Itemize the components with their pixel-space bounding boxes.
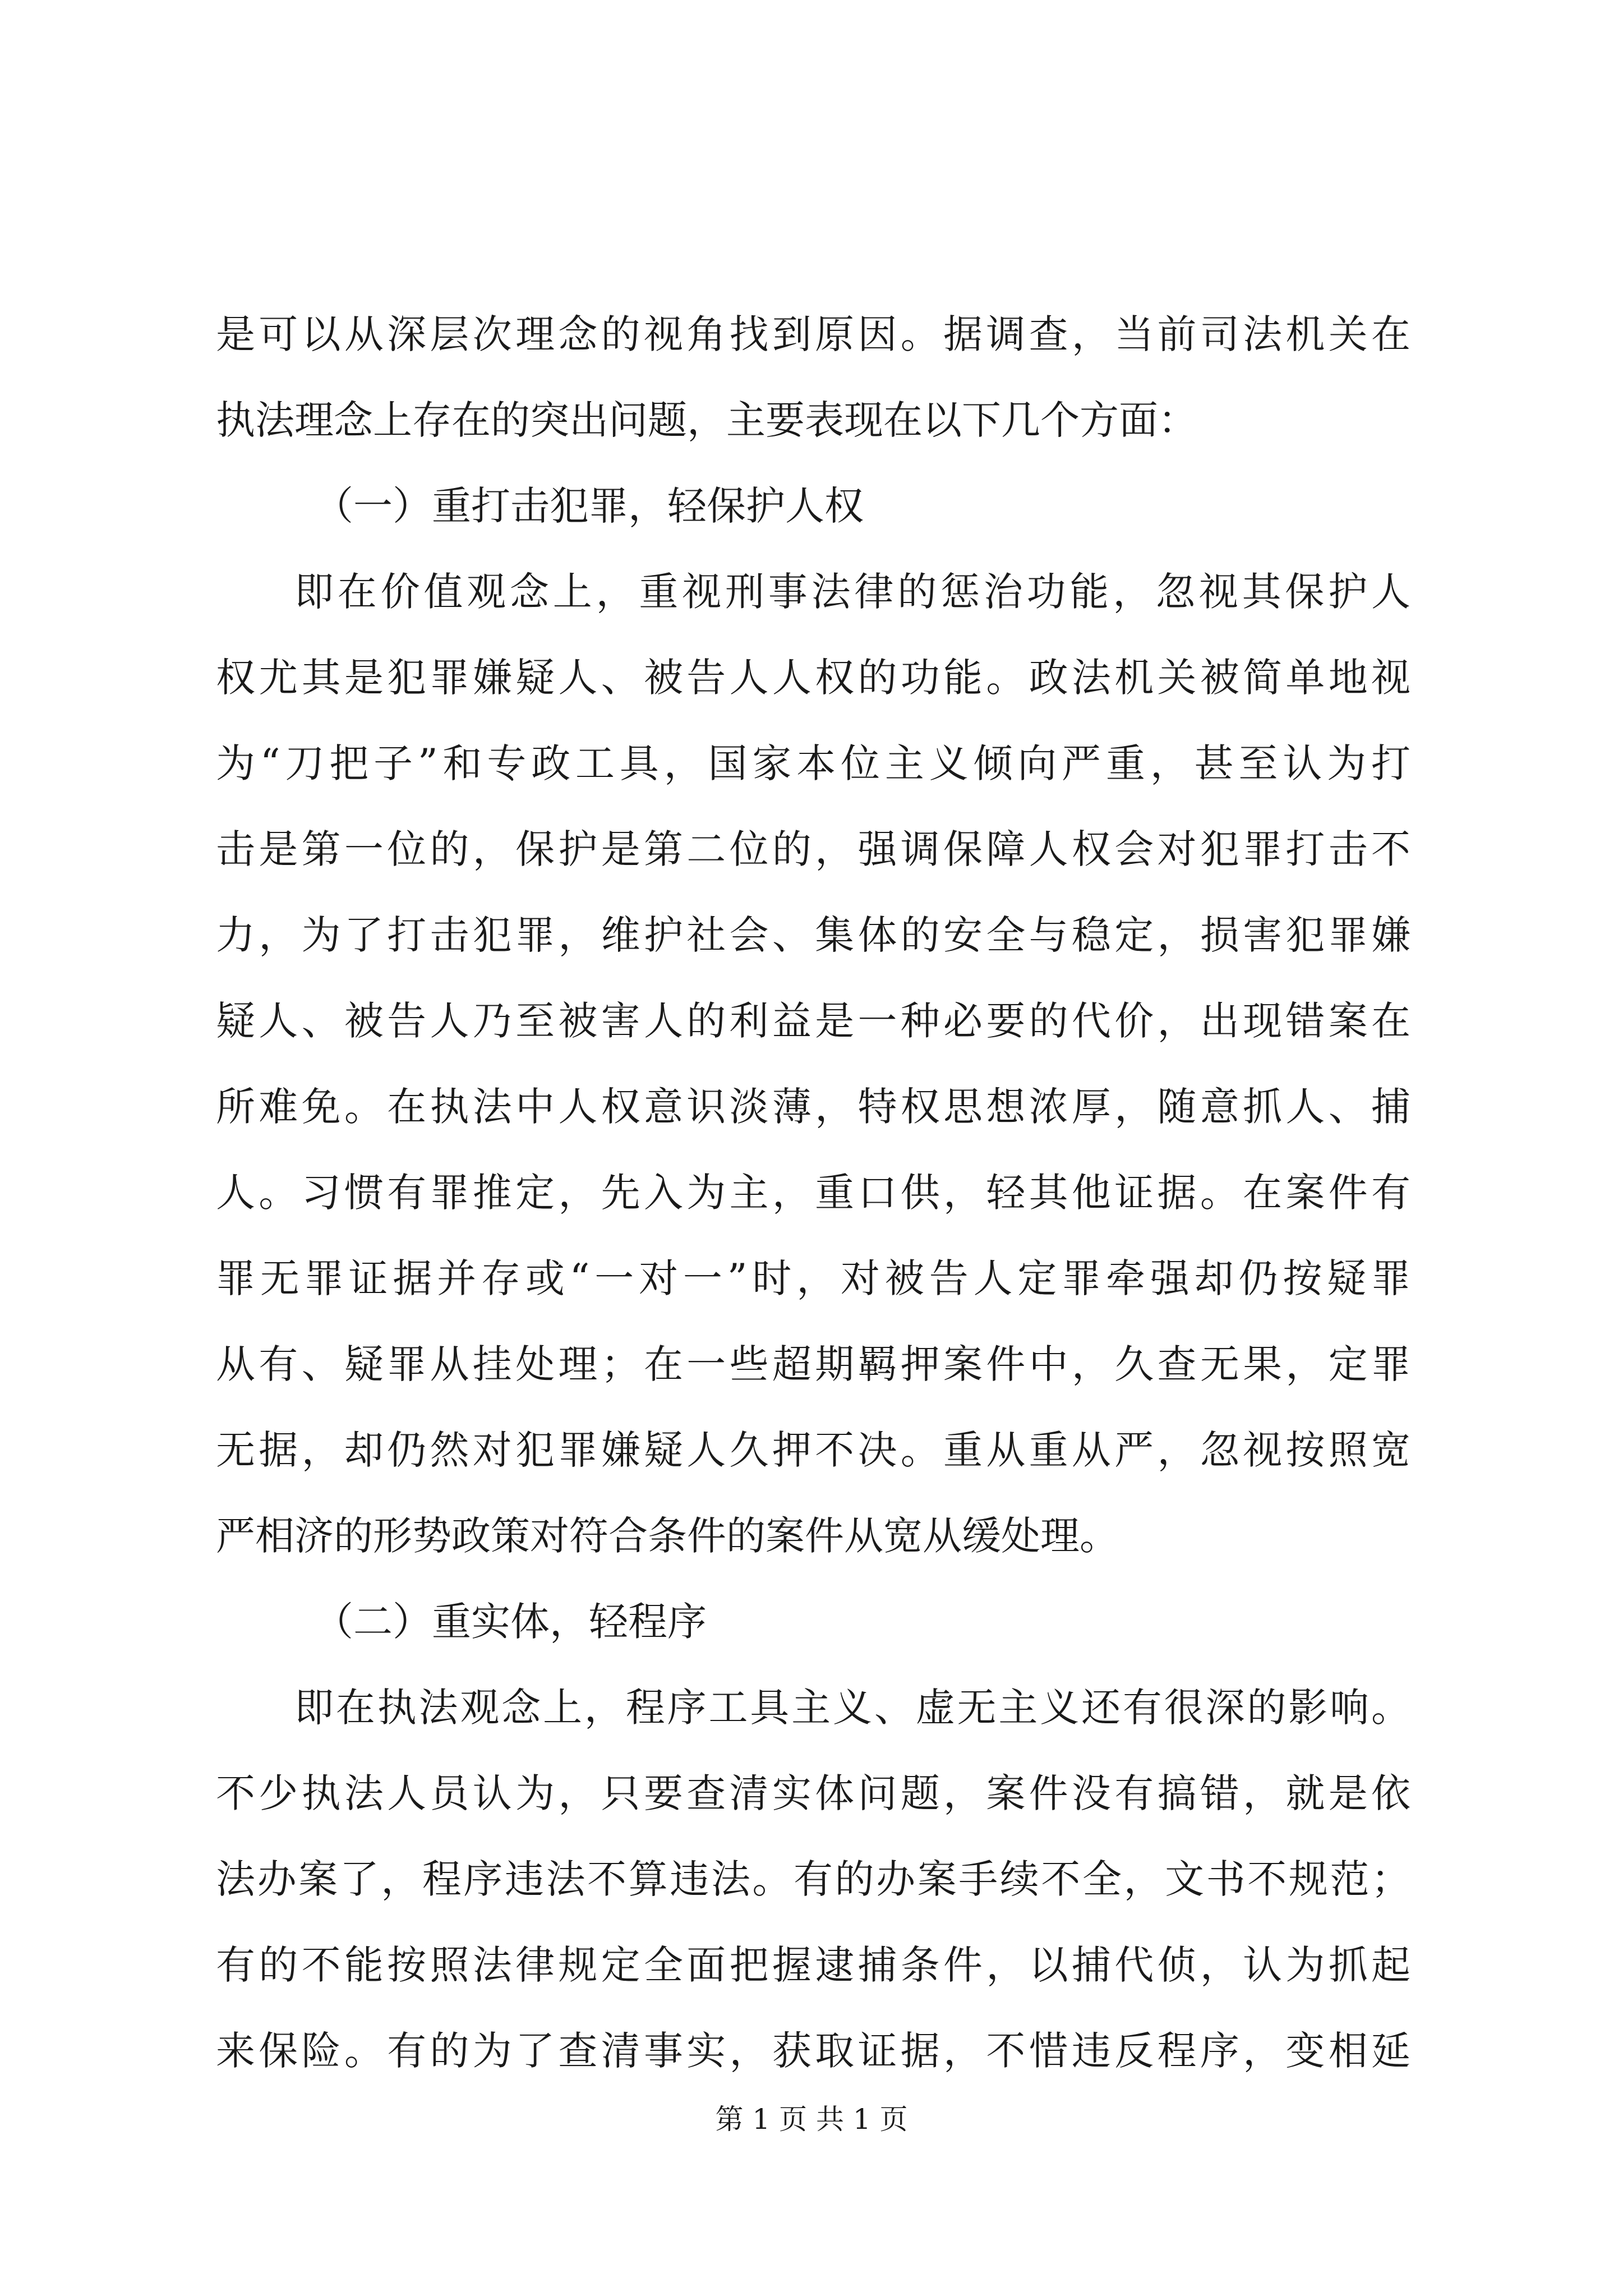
text-line: 人。习惯有罪推定，先入为主，重口供，轻其他证据。在案件有 — [216, 1170, 1410, 1216]
text-line: 无据，却仍然对犯罪嫌疑人久押不决。重从重从严，忽视按照宽 — [216, 1427, 1410, 1473]
text-line: 从有、疑罪从挂处理；在一些超期羁押案件中，久查无果，定罪 — [216, 1341, 1410, 1387]
text-line: 不少执法人员认为，只要查清实体问题，案件没有搞错，就是依 — [216, 1770, 1410, 1816]
text-line: 执法理念上存在的突出问题，主要表现在以下几个方面： — [216, 397, 1197, 443]
section-heading: （二）重实体，轻程序 — [314, 1599, 707, 1645]
text-line: 力，为了打击犯罪，维护社会、集体的安全与稳定，损害犯罪嫌 — [216, 912, 1410, 958]
paragraph-first-line: 即在执法观念上，程序工具主义、虚无主义还有很深的影响。 — [294, 1685, 1410, 1731]
text-line: 罪无罪证据并存或“一对一”时，对被告人定罪牵强却仍按疑罪 — [216, 1255, 1410, 1301]
paragraph-first-line: 即在价值观念上，重视刑事法律的惩治功能，忽视其保护人 — [294, 569, 1410, 615]
section-heading: （一）重打击犯罪，轻保护人权 — [314, 483, 864, 529]
document-body — [216, 292, 1410, 2094]
text-line: 来保险。有的为了查清事实，获取证据，不惜违反程序，变相延 — [216, 2028, 1410, 2074]
text-line: 是可以从深层次理念的视角找到原因。据调查，当前司法机关在 — [216, 311, 1410, 357]
paragraph-last-line: 严相济的形势政策对符合条件的案件从宽从缓处理。 — [216, 1513, 1119, 1559]
text-line: 法办案了，程序违法不算违法。有的办案手续不全，文书不规范； — [216, 1856, 1410, 1902]
page-footer: 第 1 页 共 1 页 — [715, 2103, 908, 2136]
text-line: 权尤其是犯罪嫌疑人、被告人人权的功能。政法机关被简单地视 — [216, 655, 1410, 701]
text-line: 为“刀把子”和专政工具，国家本位主义倾向严重，甚至认为打 — [216, 740, 1410, 786]
text-line: 击是第一位的，保护是第二位的，强调保障人权会对犯罪打击不 — [216, 826, 1410, 872]
text-line: 所难免。在执法中人权意识淡薄，特权思想浓厚，随意抓人、捕 — [216, 1084, 1410, 1130]
text-line: 疑人、被告人乃至被害人的利益是一种必要的代价，出现错案在 — [216, 998, 1410, 1044]
text-line: 有的不能按照法律规定全面把握逮捕条件，以捕代侦，认为抓起 — [216, 1942, 1410, 1988]
